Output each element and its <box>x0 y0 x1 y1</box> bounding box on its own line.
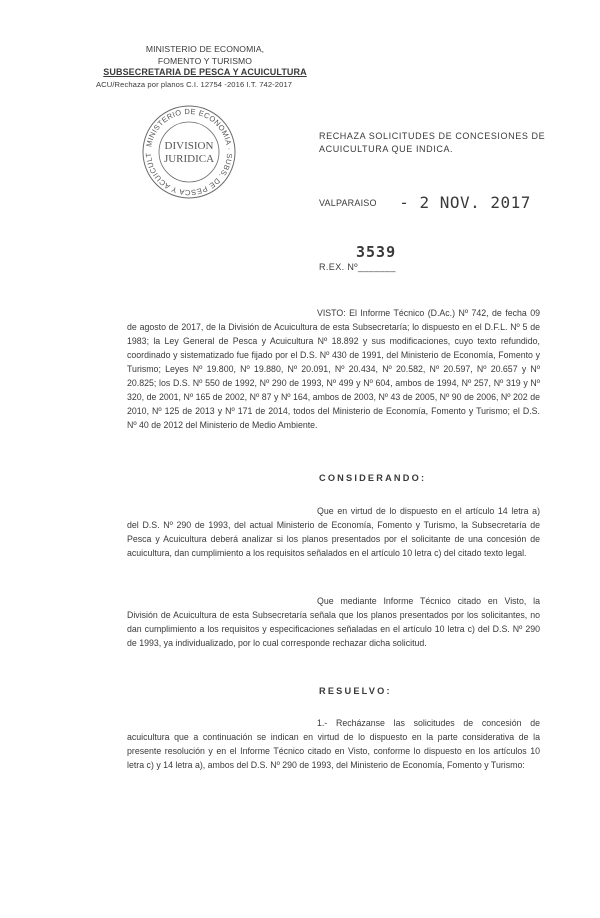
resolution-number: 3539 <box>356 243 397 261</box>
stamp-seal-icon <box>140 103 238 201</box>
subsecretaria-line: SUBSECRETARIA DE PESCA Y ACUICULTURA <box>103 67 307 78</box>
stamp-line-1: DIVISION <box>164 140 214 152</box>
visto-paragraph <box>127 306 540 432</box>
considerando-paragraph-1 <box>127 504 540 560</box>
stamp-ring-text: MINISTERIO DE ECONOMIA · SUBS. DE PESCA Y ACUICULT <box>143 106 235 198</box>
issuer-header <box>90 44 320 90</box>
resuelvo-heading: RESUELVO: <box>319 686 392 696</box>
division-juridica-stamp <box>140 103 238 201</box>
place-label: VALPARAISO <box>319 198 377 208</box>
resolution-subject: RECHAZA SOLICITUDES DE CONCESIONES DE ACUICULTURA QUE INDICA. <box>319 131 546 154</box>
resuelvo-paragraph-1 <box>127 716 540 772</box>
date-stamp: - 2 NOV. 2017 <box>399 193 531 212</box>
visto-text: VISTO: El Informe Técnico (D.Ac.) Nº 742, de fecha 09 de agosto de 2017, de la División de Acuicultura de esta Subsecretaría; lo dispuesto en el D.F.L. Nº 5 de 1983; la Ley General de Pesca y Acuicultura Nº 18.892 y sus modificaciones, cuyo texto refundido, coordinado y sistematizado fue fijado por el D.S. Nº 430 de 1991, del Ministerio de Economía, Fomento y Turismo; Leyes Nº 19.800, Nº 19.880, Nº 20.091, Nº 20.434, Nº 20.582, Nº 20.597, Nº 20.657 y Nº 20.825; los D.S. Nº 550 de 1992, Nº 290 de 1993, Nº 499 y Nº 604, ambos de 1994, Nº 257, Nº 319 y Nº 320, de 2001, Nº 165 de 2002, Nº 87 y Nº 164, ambos de 2003, Nº 43 de 2005, Nº 90 de 2006, Nº 202 de 2010, Nº 125 de 2013 y Nº 171 de 2014, todos del Ministerio de Economía, Fomento y Turismo; el D.S. Nº 40 de 2012 del Ministerio de Medio Ambiente. <box>127 308 540 430</box>
reference-line: ACU/Rechaza por planos C.I. 12754 -2016 I.T. 742-2017 <box>96 79 293 89</box>
considerando-paragraph-2 <box>127 594 540 650</box>
considerando-text-1: Que en virtud de lo dispuesto en el artículo 14 letra a) del D.S. Nº 290 de 1993, del actual Ministerio de Economía, Fomento y Turismo, la Subsecretaría de Pesca y Acuicultura deberá analizar si los planos presentados por el solicitante de una concesión de acuicultura, dan cumplimiento a los requisitos señalados en el artículo 10 letra c) del citado texto legal. <box>127 506 540 558</box>
considerando-heading: CONSIDERANDO: <box>319 473 427 483</box>
place-date <box>319 191 531 210</box>
resuelvo-text-1: 1.- Recházanse las solicitudes de concesión de acuicultura que a continuación se indican en virtud de lo dispuesto en la parte considerativa de la presente resolución y en el Informe Técnico citado en Visto, conforme lo dispuesto en los artículos 10 letra c) y 14 letra a), ambos del D.S. Nº 290 de 1993, del Ministerio de Economía, Fomento y Turismo: <box>127 718 540 770</box>
rex-label: R.EX. Nº_______ <box>319 262 396 272</box>
considerando-text-2: Que mediante Informe Técnico citado en Visto, la División de Acuicultura de esta Subsecretaría señala que los planos presentados por los solicitantes, no dan cumplimiento a los requisitos y especificaciones señaladas en el artículo 10 letra c) del D.S. Nº 290 de 1993, ya individualizado, por lo cual corresponde rechazar dicha solicitud. <box>127 596 540 648</box>
ministry-line: MINISTERIO DE ECONOMIA, <box>145 44 265 54</box>
ministry-line-2: FOMENTO Y TURISMO <box>157 55 253 66</box>
stamp-line-2: JURIDICA <box>163 153 215 165</box>
